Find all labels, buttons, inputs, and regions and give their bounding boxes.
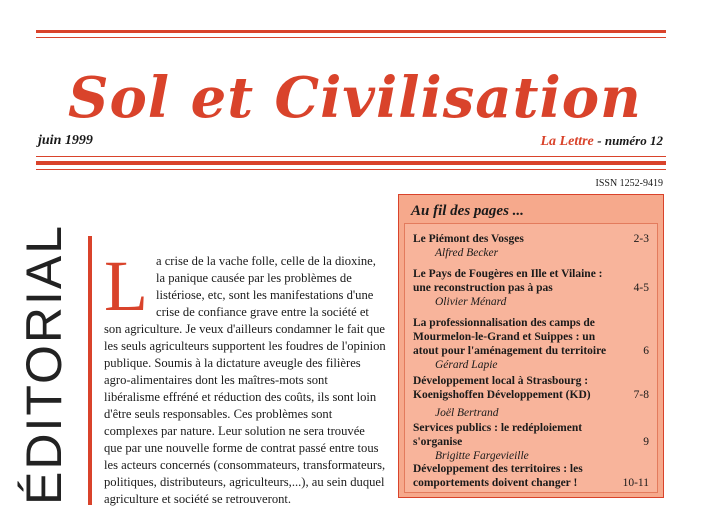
masthead-title: Sol et Civilisation bbox=[68, 65, 642, 131]
issue-date: juin 1999 bbox=[38, 133, 93, 148]
issn: ISSN 1252-9419 bbox=[595, 178, 663, 189]
entry-title: Services publics : le redéploiement s'organise bbox=[413, 422, 583, 448]
issue-number: - numéro 12 bbox=[597, 133, 663, 148]
entry-title: Développement des territoires : les comportements doivent changer ! bbox=[413, 463, 583, 489]
editorial-bar bbox=[88, 236, 92, 505]
lettre-label: La Lettre bbox=[540, 134, 594, 149]
contents-entry bbox=[413, 374, 653, 420]
entry-author: Gérard Lapie bbox=[435, 359, 498, 371]
dropcap: L bbox=[104, 246, 148, 326]
bottom-rule-3 bbox=[36, 169, 666, 170]
editorial-text bbox=[104, 246, 386, 508]
entry-author: Joël Bertrand bbox=[435, 407, 499, 419]
contents-entry bbox=[413, 462, 653, 490]
contents-entry bbox=[413, 267, 653, 309]
entry-title: La professionnalisation des camps de Mourmelon-le-Grand et Suippes : un atout pour l'aménagement du territoire bbox=[413, 317, 607, 357]
entry-title: Le Piémont des Vosges bbox=[413, 233, 524, 245]
top-rule-2 bbox=[36, 37, 666, 38]
issue-label bbox=[541, 133, 664, 150]
entry-pages: 4-5 bbox=[633, 282, 649, 294]
contents-box bbox=[398, 194, 664, 498]
entry-pages: 10-11 bbox=[622, 477, 649, 489]
bottom-rule-2 bbox=[36, 161, 666, 165]
top-rule-1 bbox=[36, 30, 666, 33]
editorial-body: a crise de la vache folle, celle de la dioxine, la panique causée par les problèmes de listériose, etc, sont les manifestations d'une crise de confiance grave entre la société et son agriculture. Je veux d'ailleurs condamner le fait que les seuls agriculteurs supportent les foudres de l'opinion publique. Soumis à la dictature aveugle des filières agro-alimentaires dont les maîtres-mots sont libéralisme effréné et réduction des coûts, ils sont loin d'être seuls responsables. Ces problèmes sont complexes par nature. Leur solution ne sera trouvée que par une nouvelle forme de contrat passé entre tous les acteurs concernés (consommateurs, transformateurs, politiques, distributeurs, agriculteurs,...), au sein duquel agriculture et société se retrouveront. bbox=[104, 254, 386, 506]
editorial-heading: ÉDITORIAL bbox=[16, 223, 72, 505]
contents-entry bbox=[413, 421, 653, 463]
entry-pages: 2-3 bbox=[633, 233, 649, 245]
contents-entry bbox=[413, 232, 653, 260]
contents-list bbox=[404, 223, 658, 493]
entry-author: Brigitte Fargevieille bbox=[435, 450, 529, 462]
contents-entry bbox=[413, 316, 653, 372]
bottom-rule-1 bbox=[36, 156, 666, 157]
entry-author: Alfred Becker bbox=[435, 247, 499, 259]
contents-heading: Au fil des pages ... bbox=[411, 203, 524, 219]
entry-pages: 7-8 bbox=[633, 389, 649, 401]
entry-title: Le Pays de Fougères en Ille et Vilaine : une reconstruction pas à pas bbox=[413, 268, 603, 294]
entry-author: Olivier Ménard bbox=[435, 296, 507, 308]
entry-pages: 9 bbox=[643, 436, 649, 448]
entry-title: Développement local à Strasbourg : Koenigshoffen Développement (KD) bbox=[413, 375, 591, 401]
entry-pages: 6 bbox=[643, 345, 649, 357]
